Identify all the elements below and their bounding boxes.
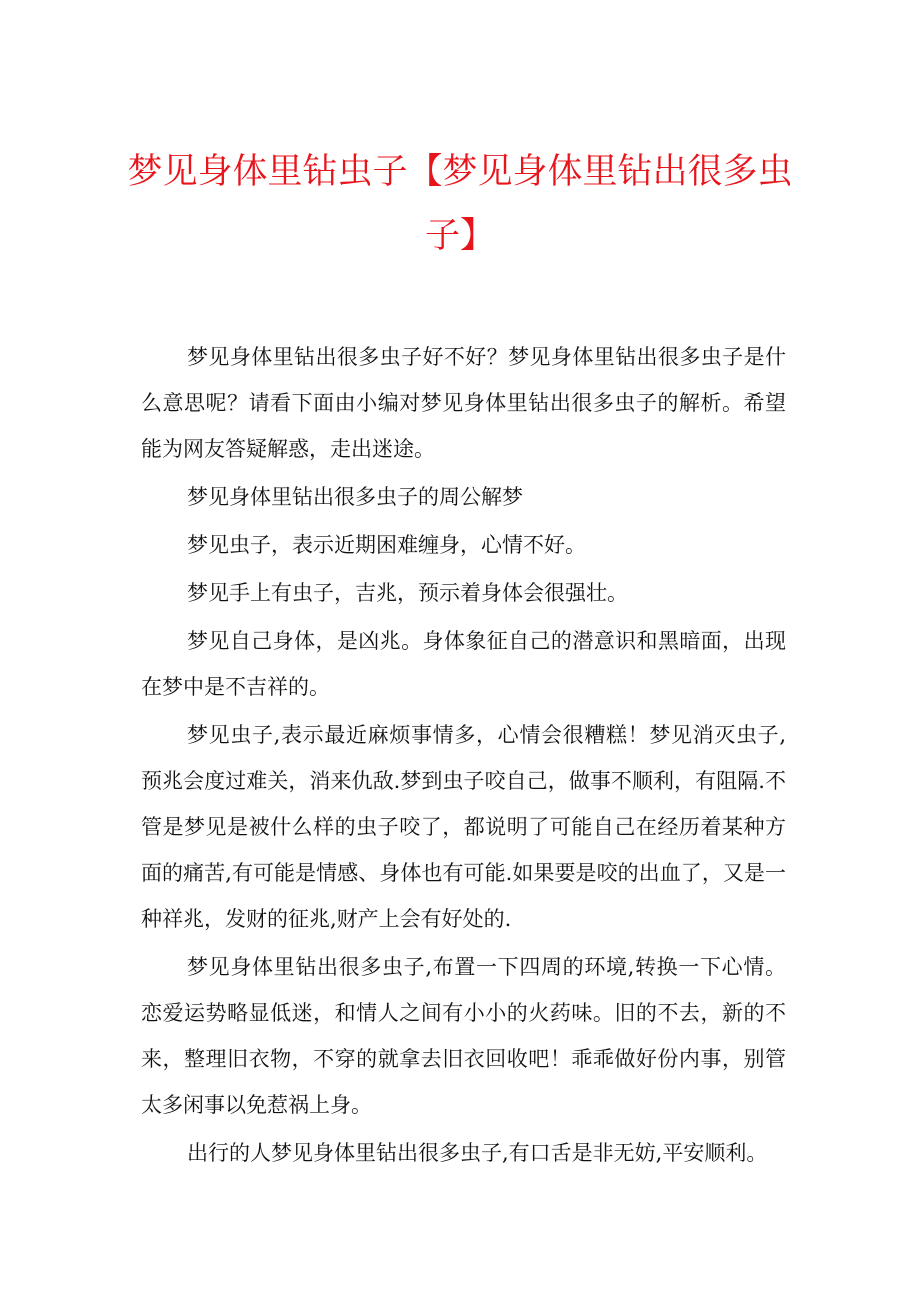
document-body <box>141 334 786 1176</box>
paragraph-dream-insects: 梦见虫子，表示近期困难缠身，心情不好。 <box>187 533 586 557</box>
paragraph-intro: 梦见身体里钻出很多虫子好不好？梦见身体里钻出很多虫子是什么意思呢？请看下面由小编对梦见身体里钻出很多虫子的解析。希望能为网友答疑解惑，走出迷途。 <box>141 345 786 461</box>
paragraph-dream-insects-hand: 梦见手上有虫子，吉兆，预示着身体会很强壮。 <box>187 581 628 605</box>
paragraph-insects-from-body: 梦见身体里钻出很多虫子,布置一下四周的环境,转换一下心情。恋爱运势略显低迷，和情人之间有小小的火药味。旧的不去，新的不来，整理旧衣物，不穿的就拿去旧衣回收吧！乖乖做好份内事，别管太多闲事以免惹祸上身。 <box>141 955 786 1117</box>
document-title: 梦见身体里钻虫子【梦见身体里钻出很多虫子】 <box>127 152 793 256</box>
paragraph-insect-details: 梦见虫子,表示最近麻烦事情多，心情会很糟糕！梦见消灭虫子,预兆会度过难关，消来仇敌.梦到虫子咬自己，做事不顺利，有阻隔.不管是梦见是被什么样的虫子咬了，都说明了可能自己在经历着某种方面的痛苦,有可能是情感、身体也有可能.如果要是咬的出血了，又是一种祥兆，发财的征兆,财产上会有好处的. <box>141 723 786 931</box>
paragraph-section-heading: 梦见身体里钻出很多虫子的周公解梦 <box>187 485 523 509</box>
paragraph-dream-own-body: 梦见自己身体，是凶兆。身体象征自己的潜意识和黑暗面，出现在梦中是不吉祥的。 <box>141 629 786 699</box>
paragraph-traveler: 出行的人梦见身体里钻出很多虫子,有口舌是非无妨,平安顺利。 <box>187 1141 768 1165</box>
